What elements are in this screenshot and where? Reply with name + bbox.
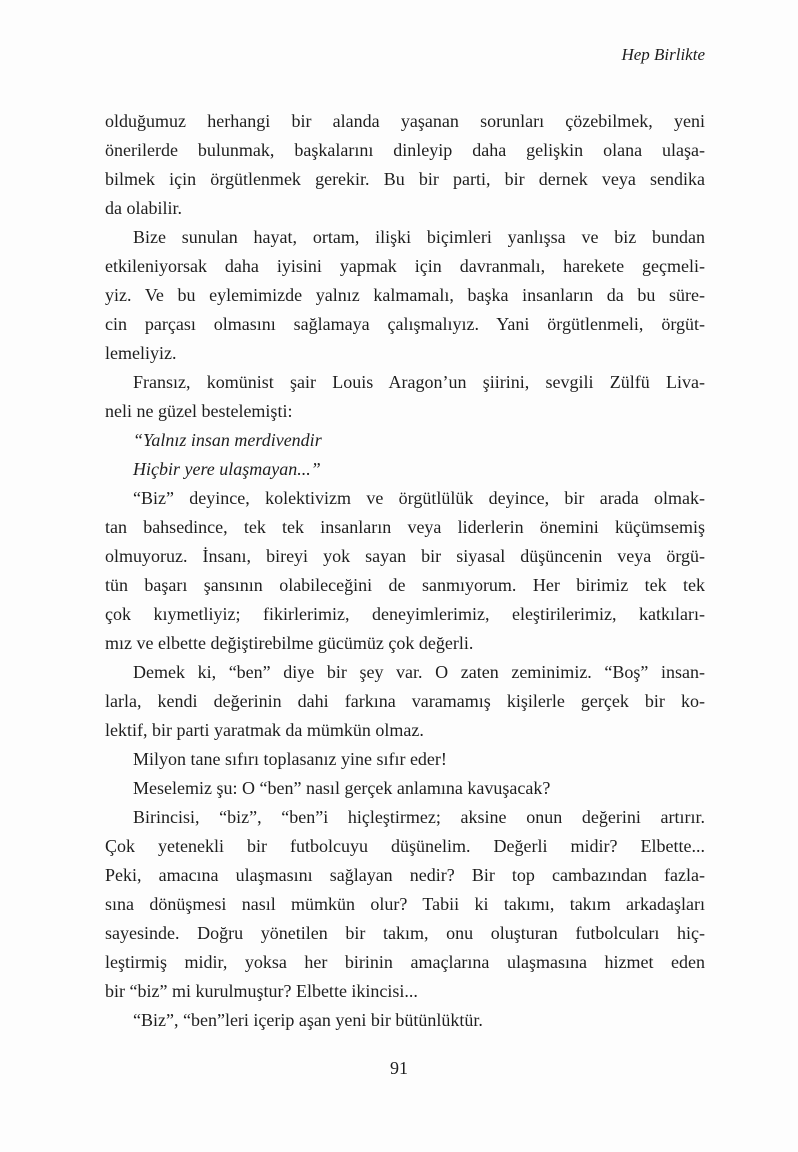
text-line: bir “biz” mi kurulmuştur? Elbette ikincisi... [105,981,418,1001]
verse-quote-paragraph [105,426,705,455]
paragraph [105,368,705,426]
text-line: “Biz” deyince, kolektivizm ve örgütlülük deyince, bir arada olmak- [133,488,705,508]
running-header: Hep Birlikte [621,45,705,64]
text-line: etkileniyorsak daha iyisini yapmak için davranmalı, harekete geçmeli- [105,256,705,276]
text-line: olduğumuz herhangi bir alanda yaşanan sorunları çözebilmek, yeni [105,111,705,131]
paragraph [105,223,705,368]
paragraph [105,803,705,1006]
text-line: “Biz”, “ben”leri içerip aşan yeni bir bütünlüktür. [133,1010,483,1030]
text-line: Birincisi, “biz”, “ben”i hiçleştirmez; aksine onun değerini artırır. [133,807,705,827]
paragraph [105,658,705,745]
text-line: sayesinde. Doğru yönetilen bir takım, onu oluşturan futbolcuları hiç- [105,923,705,943]
text-line: Peki, amacına ulaşmasını sağlayan nedir? Bir top cambazından fazla- [105,865,705,885]
text-line: Demek ki, “ben” diye bir şey var. O zaten zeminimiz. “Boş” insan- [133,662,705,682]
text-line: lektif, bir parti yaratmak da mümkün olmaz. [105,720,424,740]
text-line: Fransız, komünist şair Louis Aragon’un şiirini, sevgili Zülfü Liva- [133,372,705,392]
text-line: önerilerde bulunmak, başkalarını dinleyip daha gelişkin olana ulaşa- [105,140,705,160]
text-line: neli ne güzel bestelemişti: [105,401,293,421]
text-line: “Yalnız insan merdivendir [133,430,322,450]
page-number: 91 [390,1058,408,1078]
text-line: cin parçası olmasını sağlamaya çalışmalıyız. Yani örgütlenmeli, örgüt- [105,314,705,334]
text-line: Milyon tane sıfırı toplasanız yine sıfır eder! [133,749,447,769]
text-line: tan bahsedince, tek tek insanların veya liderlerin önemini küçümsemiş [105,517,705,537]
verse-quote-paragraph [105,455,705,484]
paragraph [105,1006,705,1035]
text-line: sına dönüşmesi nasıl mümkün olur? Tabii ki takımı, takım arkadaşları [105,894,705,914]
paragraph [105,107,705,223]
text-line: larla, kendi değerinin dahi farkına varamamış kişilerle gerçek bir ko- [105,691,705,711]
text-line: Hiçbir yere ulaşmayan...” [133,459,321,479]
text-line: yiz. Ve bu eylemimizde yalnız kalmamalı, başka insanların da bu süre- [105,285,705,305]
page-body [105,107,705,1035]
paragraph [105,774,705,803]
text-line: leştirmiş midir, yoksa her birinin amaçlarına ulaşmasına hizmet eden [105,952,705,972]
text-line: da olabilir. [105,198,182,218]
paragraph [105,745,705,774]
text-line: tün başarı şansının olabileceğini de sanmıyorum. Her birimiz tek tek [105,575,705,595]
text-line: olmuyoruz. İnsanı, bireyi yok sayan bir siyasal düşüncenin veya örgü- [105,546,705,566]
text-line: lemeliyiz. [105,343,177,363]
paragraph [105,484,705,658]
text-line: bilmek için örgütlenmek gerekir. Bu bir parti, bir dernek veya sendika [105,169,705,189]
text-line: Meselemiz şu: O “ben” nasıl gerçek anlamına kavuşacak? [133,778,551,798]
text-line: Bize sunulan hayat, ortam, ilişki biçimleri yanlışsa ve biz bundan [133,227,705,247]
text-line: Çok yetenekli bir futbolcuyu düşünelim. Değerli midir? Elbette... [105,836,705,856]
text-line: çok kıymetliyiz; fikirlerimiz, deneyimlerimiz, eleştirilerimiz, katkıları- [105,604,705,624]
text-line: mız ve elbette değiştirebilme gücümüz çok değerli. [105,633,474,653]
